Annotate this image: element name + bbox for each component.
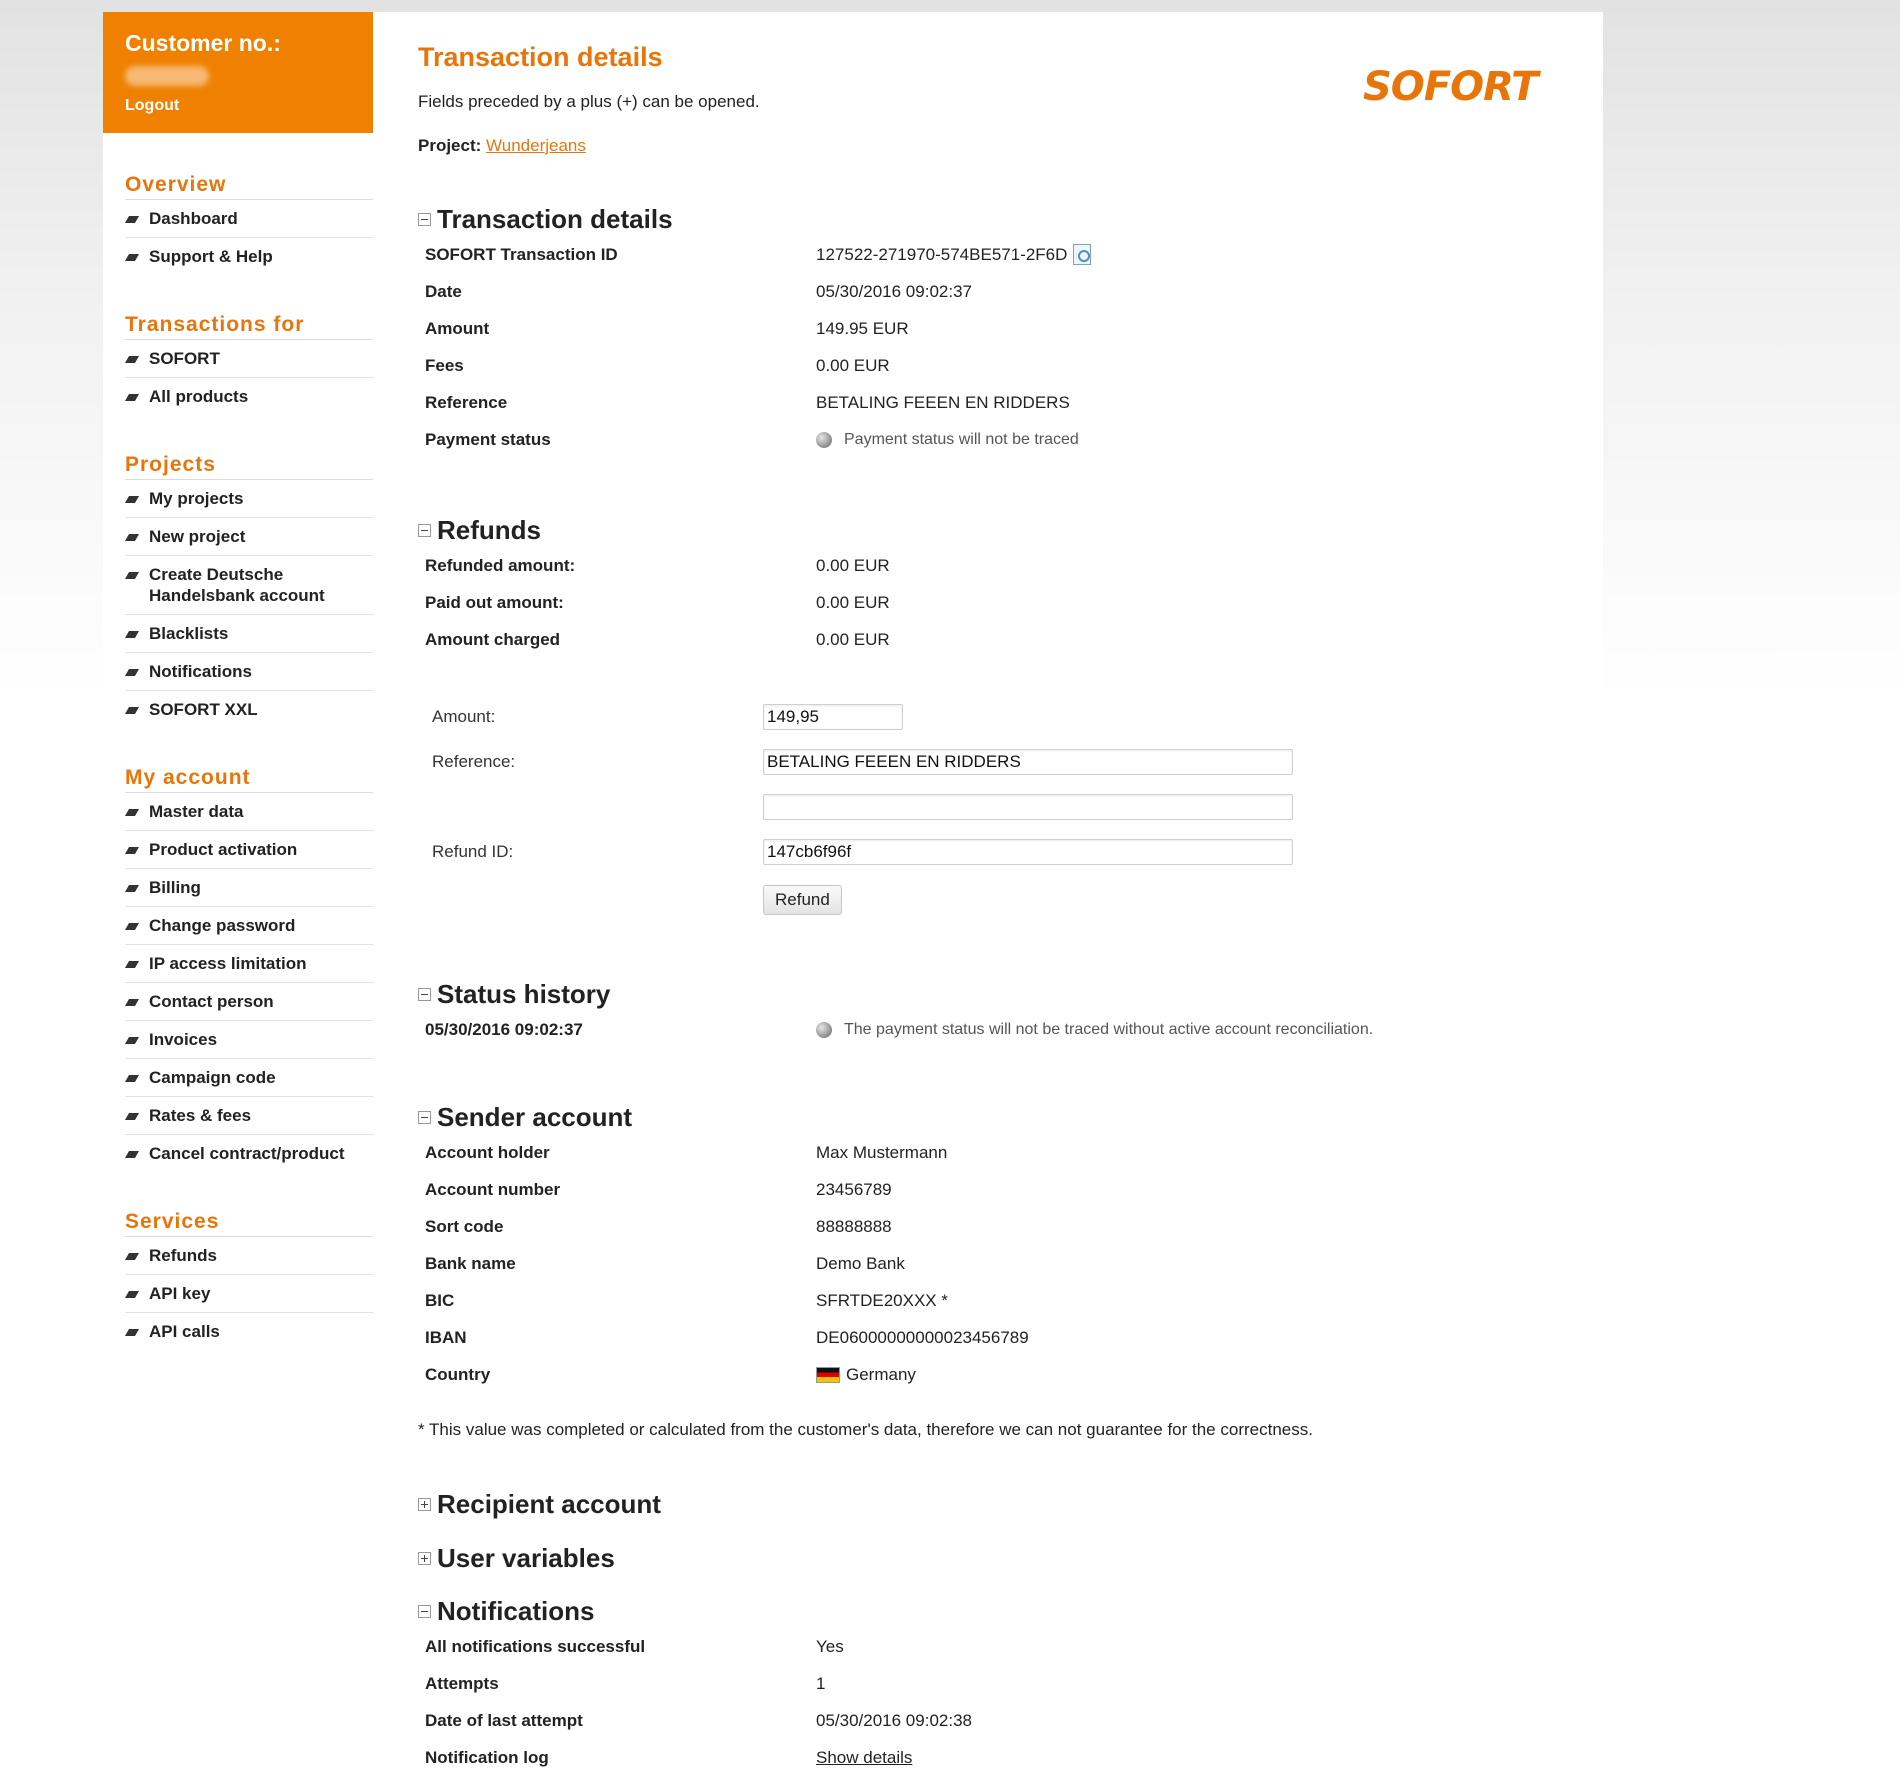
reference-input[interactable] [763,749,1293,775]
sender-row-account-holder [418,1134,1598,1171]
sidebar-item-my-projects[interactable] [125,480,373,518]
detail-row-reference [418,384,1598,421]
bullet-icon [125,707,139,714]
detail-row-date [418,273,1598,310]
sidebar-item-label: SOFORT XXL [149,700,258,719]
section-heading [418,1594,1598,1628]
row-value: Demo Bank [816,1253,905,1273]
nav-group-my-account [125,762,373,1172]
page-title: Transaction details [418,42,663,72]
sidebar-item-label: Cancel contract/product [149,1144,345,1163]
sidebar-item-label: Support & Help [149,247,273,266]
sidebar-item-refunds[interactable] [125,1237,373,1275]
bullet-icon [125,1075,139,1082]
refund-button[interactable]: Refund [763,885,842,915]
document-search-icon[interactable] [1073,244,1091,265]
sidebar-item-new-project[interactable] [125,518,373,556]
bullet-icon [125,923,139,930]
refund-row-paid-out-amount [418,584,1598,621]
section-recipient-account [418,1487,1598,1521]
status-history-text: The payment status will not be traced without active account reconciliation. [844,1020,1374,1038]
sidebar-item-label: Product activation [149,840,298,859]
sidebar-item-label: IP access limitation [149,954,307,973]
status-dot-icon [816,432,832,448]
minus-toggle-icon[interactable] [418,1111,431,1124]
minus-toggle-icon[interactable] [418,524,431,537]
show-details-link[interactable]: Show details [816,1747,913,1767]
bullet-icon [125,885,139,892]
sidebar-item-master-data[interactable] [125,793,373,831]
sidebar-item-label: Notifications [149,662,252,681]
bullet-icon [125,809,139,816]
sidebar-item-invoices[interactable] [125,1021,373,1059]
minus-toggle-icon[interactable] [418,988,431,1001]
row-label: Country [425,1364,491,1384]
refund-row-refunded-amount [418,547,1598,584]
sidebar-item-rates-fees[interactable] [125,1097,373,1135]
refund-row-amount-charged [418,621,1598,658]
project-link[interactable]: Wunderjeans [486,136,586,155]
sidebar-item-sofort-xxl[interactable] [125,691,373,728]
plus-toggle-icon[interactable] [418,1552,431,1565]
bullet-icon [125,356,139,363]
sidebar-item-label: Rates & fees [149,1106,252,1125]
nav-title-services: Services [125,1206,373,1237]
sender-footnote: * This value was completed or calculated from the customer's data, therefore we can not guarantee for the correctness. [418,1420,1313,1439]
row-label: Paid out amount: [425,592,564,612]
sidebar-item-support-help[interactable] [125,238,373,275]
row-label: Account number [425,1179,561,1199]
row-value: SFRTDE20XXX * [816,1290,948,1310]
row-label: Notification log [425,1747,549,1767]
nav-title-transactions: Transactions for [125,309,373,340]
sender-row-country [418,1356,1598,1393]
row-label: IBAN [425,1327,467,1347]
sofort-logo: SOFORT [1363,64,1538,110]
row-label: Attempts [425,1673,499,1693]
sidebar-item-all-products[interactable] [125,378,373,415]
row-value: Max Mustermann [816,1142,948,1162]
notification-row-log [418,1739,1598,1776]
row-label: Date of last attempt [425,1710,583,1730]
bullet-icon [125,1113,139,1120]
project-label: Project: [418,136,482,155]
sidebar-item-label: All products [149,387,249,406]
section-sender-account [418,1100,1598,1393]
row-value: BETALING FEEEN EN RIDDERS [816,392,1070,412]
detail-row-payment-status [418,421,1598,458]
row-label: Fees [425,355,464,375]
row-value: 0.00 EUR [816,555,890,575]
section-heading[interactable] [418,1487,1598,1521]
customer-label: Customer no.: [125,30,281,56]
section-heading [418,977,1598,1011]
minus-toggle-icon[interactable] [418,1605,431,1618]
sidebar-item-change-password[interactable] [125,907,373,945]
status-dot-icon [816,1022,832,1038]
row-label: Amount [425,318,490,338]
section-title: Status history [437,978,611,1009]
row-label: SOFORT Transaction ID [425,244,618,264]
bullet-icon [125,534,139,541]
row-label: Payment status [425,429,551,449]
detail-row-transaction-id [418,236,1598,273]
sidebar-item-label: Billing [149,878,201,897]
reference-line2-input[interactable] [763,794,1293,820]
notification-row-all-successful [418,1628,1598,1665]
sidebar-item-label: Blacklists [149,624,229,643]
section-title: Refunds [437,514,541,545]
bullet-icon [125,1253,139,1260]
row-value: 88888888 [816,1216,892,1236]
row-label: Sort code [425,1216,504,1236]
sidebar-item-contact-person[interactable] [125,983,373,1021]
section-refunds [418,513,1598,658]
detail-row-fees [418,347,1598,384]
section-transaction-details [418,202,1598,458]
nav-group-overview [125,169,373,275]
row-value: 1 [816,1673,826,1693]
sidebar-item-ip-access-limitation[interactable] [125,945,373,983]
section-heading [418,202,1598,236]
row-label: Date [425,281,462,301]
nav-group-services [125,1206,373,1350]
sidebar-item-campaign-code[interactable] [125,1059,373,1097]
plus-toggle-icon[interactable] [418,1498,431,1511]
nav-title-projects: Projects [125,449,373,480]
sidebar-item-cancel-contract[interactable] [125,1135,373,1172]
intro-text: Fields preceded by a plus (+) can be opened. [418,92,760,111]
bullet-icon [125,394,139,401]
row-value [816,431,1079,449]
notification-row-attempts [418,1665,1598,1702]
sidebar-item-label: Create Deutsche Handelsbank account [149,565,325,605]
sidebar-item-label: Change password [149,916,296,935]
refund-form-reference-row [418,749,1293,775]
section-notifications [418,1594,1598,1776]
row-value: Yes [816,1636,844,1656]
bullet-icon [125,496,139,503]
notification-row-last-attempt [418,1702,1598,1739]
bullet-icon [125,999,139,1006]
refund-form-refund-id-row [418,839,1293,865]
bullet-icon [125,1037,139,1044]
refund-id-input[interactable] [763,839,1293,865]
sender-row-bank-name [418,1245,1598,1282]
customer-box [103,12,373,133]
row-label: Refunded amount: [425,555,576,575]
status-history-row [418,1011,1598,1048]
sidebar-item-billing[interactable] [125,869,373,907]
status-date: 05/30/2016 09:02:37 [425,1019,583,1039]
sidebar-item-notifications[interactable] [125,653,373,691]
section-heading [418,513,1598,547]
bullet-icon [125,961,139,968]
row-value: 149.95 EUR [816,318,909,338]
section-title: Notifications [437,1595,595,1626]
section-title: Recipient account [437,1488,661,1519]
section-heading[interactable] [418,1541,1598,1575]
sidebar-item-label: API key [149,1284,211,1303]
row-value: 23456789 [816,1179,892,1199]
germany-flag-icon [816,1367,840,1383]
bullet-icon [125,1329,139,1336]
transaction-id: 127522-271970-574BE571-2F6D [816,244,1068,264]
row-value: DE06000000000023456789 [816,1327,1029,1347]
sidebar-item-blacklists[interactable] [125,615,373,653]
row-label: All notifications successful [425,1636,646,1656]
sidebar [103,12,373,1350]
bullet-icon [125,216,139,223]
sidebar-item-label: Master data [149,802,244,821]
bullet-icon [125,631,139,638]
amount-label: Amount: [432,707,496,726]
bullet-icon [125,1291,139,1298]
refund-id-label: Refund ID: [432,842,514,861]
row-value: 0.00 EUR [816,629,890,649]
bullet-icon [125,254,139,261]
row-label: Account holder [425,1142,550,1162]
payment-status-text: Payment status will not be traced [844,430,1079,448]
amount-input[interactable] [763,704,903,730]
row-value: 0.00 EUR [816,355,890,375]
refund-form-reference2-row [418,794,1293,820]
customer-number-blurred [125,66,209,86]
sender-row-bic [418,1282,1598,1319]
sender-row-sort-code [418,1208,1598,1245]
row-value: 05/30/2016 09:02:37 [816,281,972,301]
sidebar-item-label: My projects [149,489,244,508]
sidebar-item-label: SOFORT [149,349,220,368]
logout-link[interactable]: Logout [125,97,180,114]
row-value [816,244,1091,265]
row-value [816,1365,916,1385]
minus-toggle-icon[interactable] [418,213,431,226]
sender-row-iban [418,1319,1598,1356]
bullet-icon [125,572,139,579]
row-label: Bank name [425,1253,516,1273]
row-value [816,1021,1373,1039]
row-label: Amount charged [425,629,561,649]
reference-label: Reference: [432,752,516,771]
sidebar-item-label: API calls [149,1322,220,1341]
detail-row-amount [418,310,1598,347]
country-name: Germany [846,1364,916,1384]
section-heading [418,1100,1598,1134]
refund-form-amount-row [418,704,903,730]
sidebar-item-dashboard[interactable] [125,200,373,238]
sidebar-item-create-dhb-account[interactable] [125,556,373,615]
sidebar-item-label: New project [149,527,246,546]
sidebar-item-label: Contact person [149,992,274,1011]
section-title: Sender account [437,1101,633,1132]
sidebar-item-api-key[interactable] [125,1275,373,1313]
sidebar-item-sofort[interactable] [125,340,373,378]
section-title: Transaction details [437,203,673,234]
sidebar-item-label: Dashboard [149,209,238,228]
nav-group-transactions [125,309,373,415]
bullet-icon [125,669,139,676]
sidebar-item-product-activation[interactable] [125,831,373,869]
row-label: BIC [425,1290,455,1310]
project-line [418,136,586,156]
section-status-history [418,977,1598,1048]
sender-row-account-number [418,1171,1598,1208]
sidebar-item-label: Invoices [149,1030,218,1049]
row-value: 0.00 EUR [816,592,890,612]
bullet-icon [125,1151,139,1158]
sidebar-item-api-calls[interactable] [125,1313,373,1350]
row-value: 05/30/2016 09:02:38 [816,1710,972,1730]
row-label: Reference [425,392,508,412]
nav-group-projects [125,449,373,728]
page [103,12,1603,1787]
sidebar-item-label: Refunds [149,1246,217,1265]
nav-title-overview: Overview [125,169,373,200]
section-user-variables [418,1541,1598,1575]
bullet-icon [125,847,139,854]
section-title: User variables [437,1542,615,1573]
nav-title-my-account: My account [125,762,373,793]
sidebar-item-label: Campaign code [149,1068,276,1087]
